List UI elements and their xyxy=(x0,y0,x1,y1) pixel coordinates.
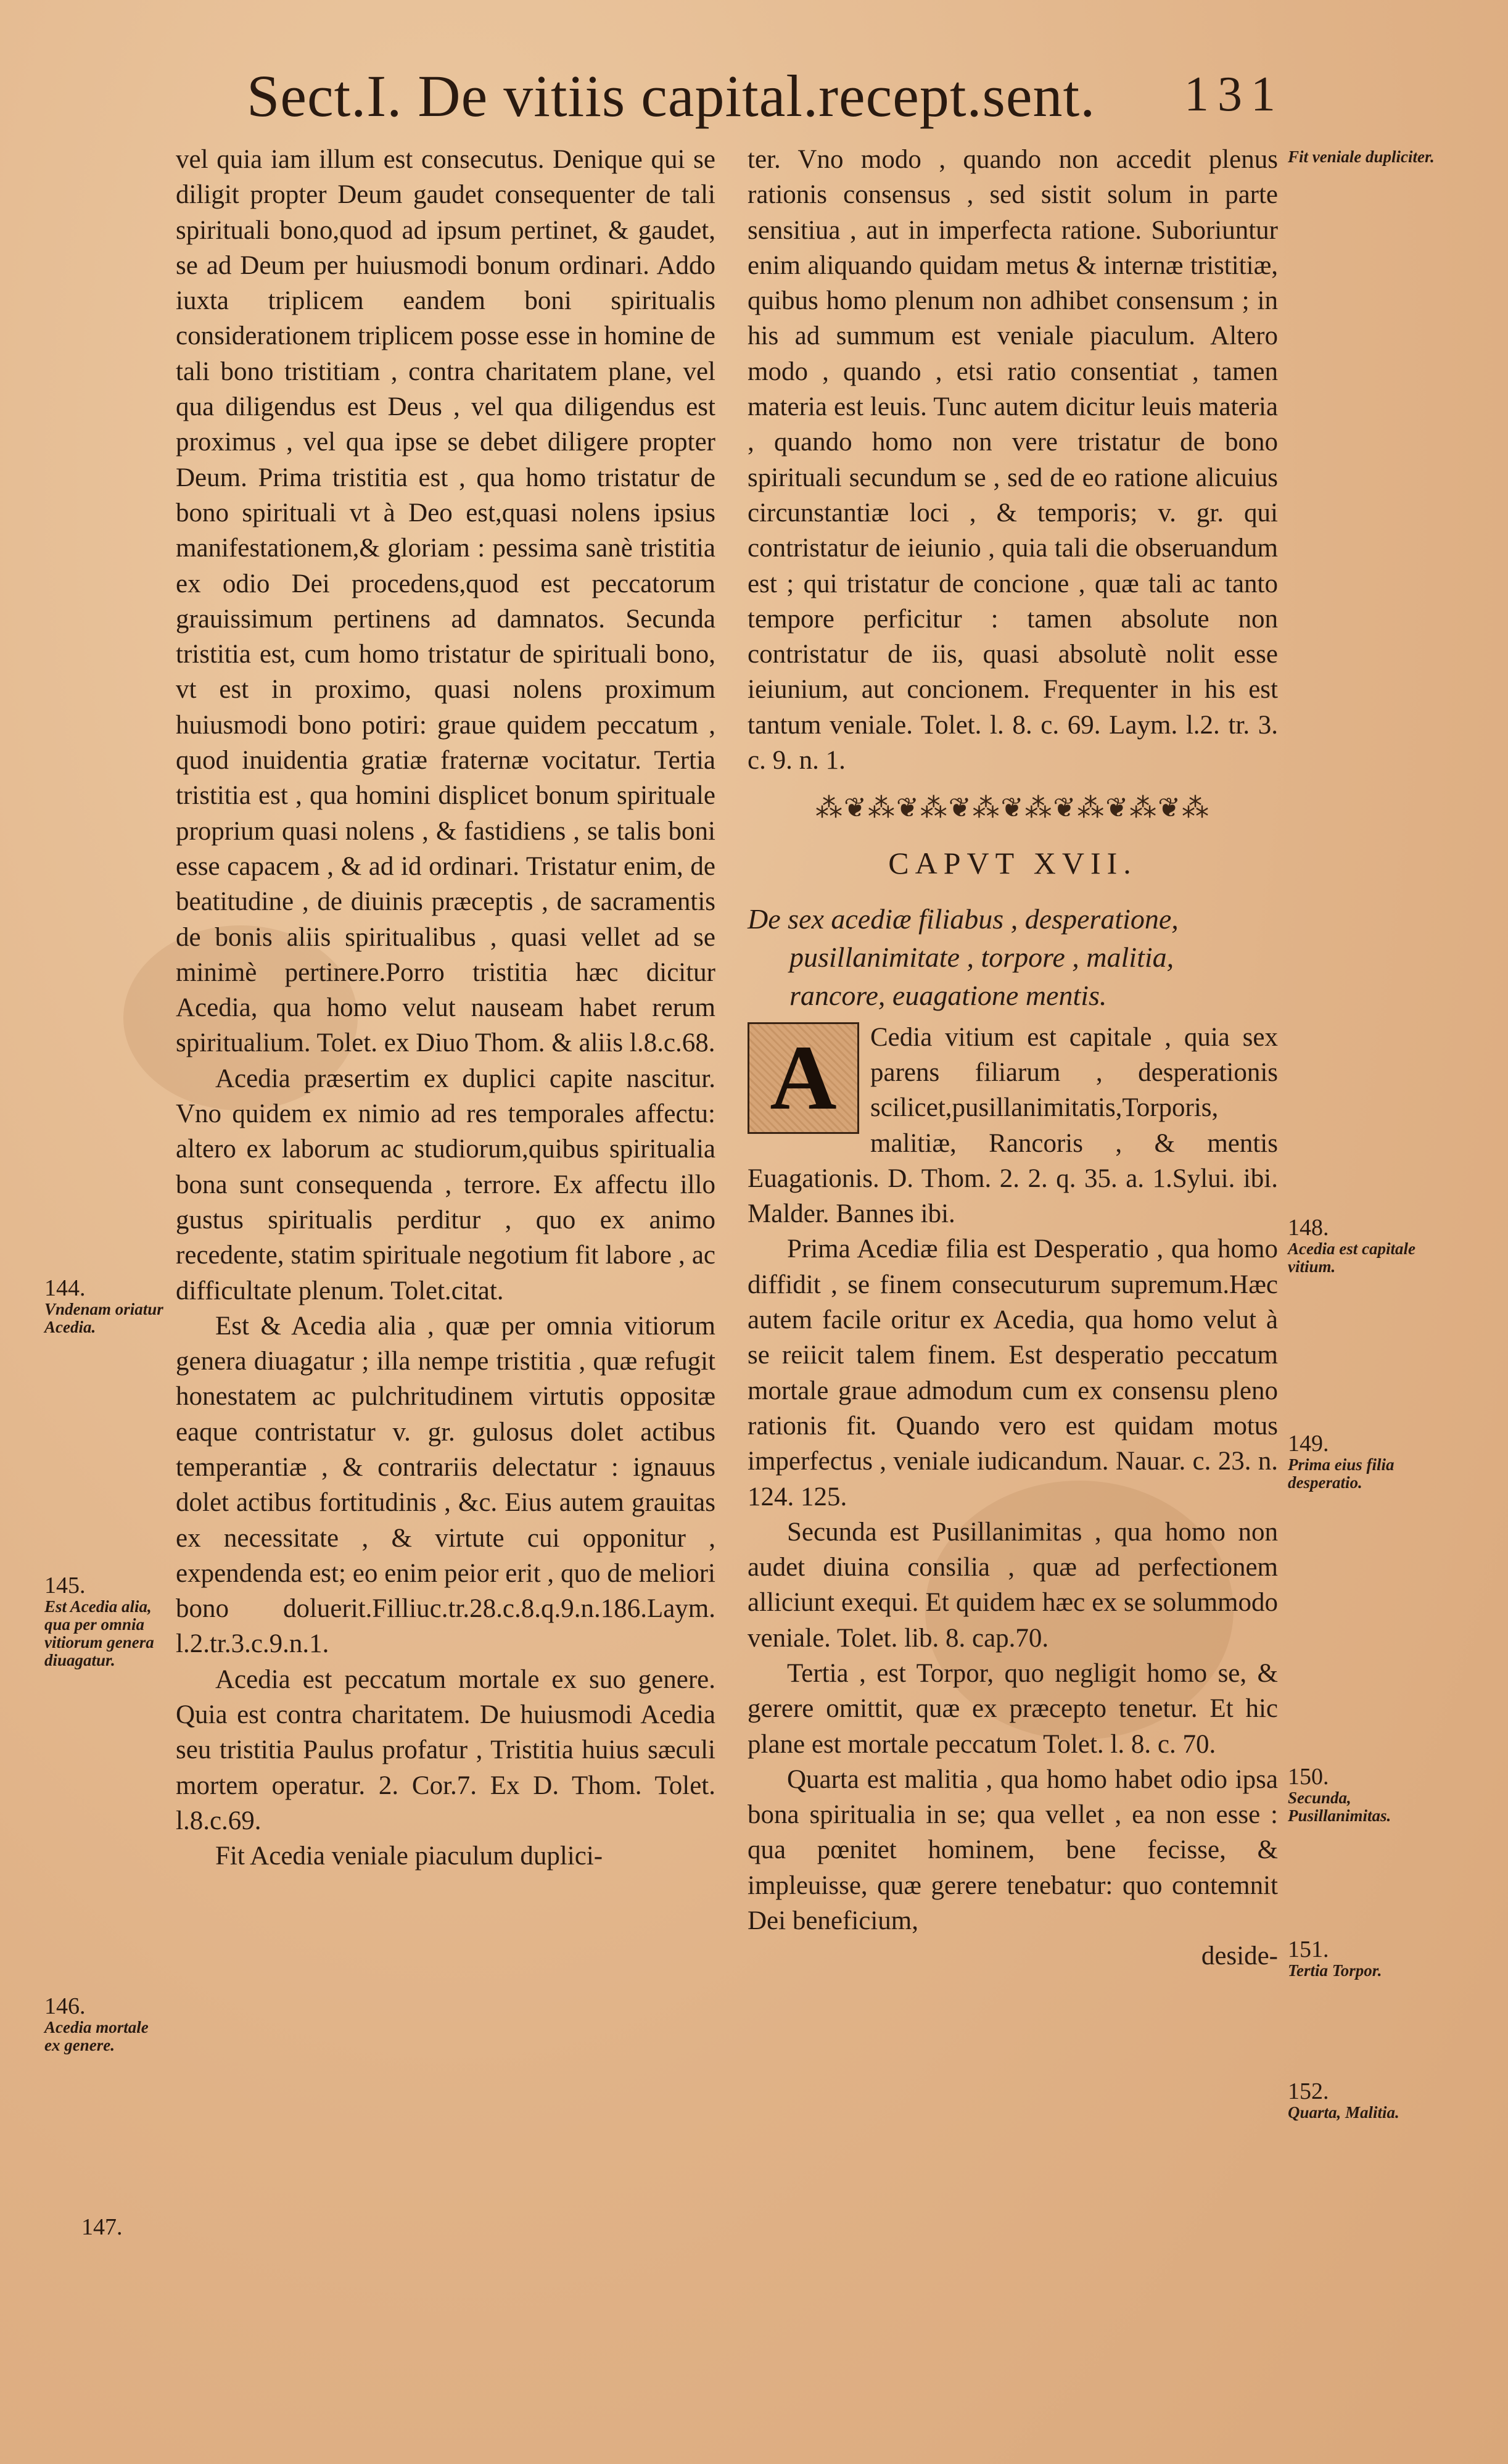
paragraph: Acedia est peccatum mortale ex suo genere. Quia est contra charitatem. De huiusmodi Acedia seu tristitia Paulus profatur , Tristitia huius sæculi mortem operatur. 2. Cor.7. Ex D. Thom. Tolet. l.8.c.69. xyxy=(176,1664,715,1835)
paragraph: Est & Acedia alia , quæ per omnia vitiorum genera diuagatur ; illa nempe tristitia , quæ refugit honestatem ac pulchritudinem virtutis oppositæ eaque contristatur v. gr. gulosus dolet actibus temperantiæ , & contrariis delectatur : ignauus dolet actibus fortitudinis , &c. Eius autem grauitas ex necessitate , & virtute cui opponitur , expendenda est; eo enim peior erit , quo de meliori bono doluerit.Filliuc.tr.28.c.8.q.9.n.186.Laym. l.2.tr.3.c.9.n.1. xyxy=(176,1311,715,1659)
margin-note-148 xyxy=(1288,1215,1448,1276)
margin-note-number: 144. xyxy=(44,1275,86,1301)
margin-note-144 xyxy=(44,1276,168,1336)
subtitle-line: De sex acediæ filiabus , desperatione, xyxy=(748,903,1179,935)
paragraph: Tertia , est Torpor, quo negligit homo se, & gerere omittit, quæ ex præcepto tenetur. Et hic plane est mortale peccatum Tolet. l. 8. c. 70. xyxy=(748,1658,1278,1759)
subtitle-line: rancore, euagatione mentis. xyxy=(789,979,1107,1011)
paragraph: Prima Acediæ filia est Desperatio , qua homo diffidit , se finem consecuturum supremum.Hæc autem facile oritur ex Acedia, qua homo velut à se reiicit talem finem. Est desperatio peccatum mortale graue admodum cum ex consensu pleno rationis fit. Quando vero est quidam motus imperfectus , veniale iudicandum. Nauar. c. 23. n. 124. 125. xyxy=(748,1234,1278,1511)
margin-note-text: Acedia mortale ex genere. xyxy=(44,2018,149,2054)
drop-cap: A xyxy=(748,1022,859,1134)
paragraph: vel quia iam illum est consecutus. Denique qui se diligit propter Deum gaudet consequenter de tali spirituali bono,quod ad ipsum pertinet, & gaudet, se ad Deum per huiusmodi bonum ordinari. Addo iuxta triplicem eandem boni spiritualis considerationem triplicem posse esse in homine de tali bono tristitiam , contra charitatem plane, vel qua diligendus est Deus , vel qua diligendus est proximus , vel qua ipse se debet diligere propter Deum. Prima tristitia est , qua homo tristatur de bono spirituali vt à Deo est,quasi nolens ipsius manifestationem,& gloriam : pessima sanè tristitia ex odio Dei procedens,quod est peccatorum grauissimum pertinens ad damnatos. Secunda tristitia est, cum homo tristatur de spirituali bono, vt est in proximo, quasi nolens proximum huiusmodi bono potiri: graue quidem peccatum , quod inuidentia gratiæ fraternæ vocitatur. Tertia tristitia est , qua homini displicet bonum spirituale proprium quasi nolens , & fastidiens , se talis boni esse capacem , & ad id ordinari. Tristatur enim, de beatitudine , de diuinis præceptis , de sacramentis de bonis aliis spiritualibus , quasi vellet ad se minimè pertinere.Porro tristitia hæc dicitur Acedia, qua homo velut nauseam habet rerum spiritualium. Tolet. ex Diuo Thom. & aliis l.8.c.68. xyxy=(176,145,715,1058)
margin-note-number: 149. xyxy=(1288,1431,1329,1457)
right-column xyxy=(748,142,1278,1974)
margin-note-152 xyxy=(1288,2079,1448,2122)
running-title: Sect.I. De vitiis capital.recept.sent. xyxy=(247,63,1096,129)
margin-note-text: Secunda, Pusillanimitas. xyxy=(1288,1788,1391,1825)
paragraph xyxy=(748,1020,1278,1232)
paragraph: ter. Vno modo , quando non accedit plenus rationis consensus , sed sistit solum in parte sensitiua , aut in imperfecta ratione. Suboriuntur enim aliquando quidam metus & internæ tristitiæ, quibus homo plenum non adhibet consensum ; in his ad summum est veniale piaculum. Altero modo , quando , etsi ratio consentiat , tamen materia est leuis. Tunc autem dicitur leuis materia , quando homo non vere tristatur de bono spirituali secundum se , sed de eo ratione alicuius circunstantiæ loci , & temporis; v. gr. qui contristatur de ieiunio , quia tali die obseruandum est ; qui tristatur de concione , quæ tali ac tanto tempore perficitur : tamen absolute non contristatur de iis, quasi absolutè nolit esse ieiunium, aut concionem. Frequenter in his est tantum veniale. Tolet. l. 8. c. 69. Laym. l.2. tr. 3. c. 9. n. 1. xyxy=(748,145,1278,775)
running-header xyxy=(247,62,1295,136)
chapter-heading: CAPVT XVII. xyxy=(888,846,1137,881)
margin-note-text: Vndenam oriatur Acedia. xyxy=(44,1300,163,1336)
margin-note-149 xyxy=(1288,1431,1448,1492)
margin-note-text: Tertia Torpor. xyxy=(1288,1961,1382,1980)
margin-note-number: 146. xyxy=(44,1993,86,2019)
margin-note-number: 148. xyxy=(1288,1215,1329,1241)
margin-note-text: Fit veniale dupliciter. xyxy=(1288,147,1435,166)
margin-note-text: Prima eius filia desperatio. xyxy=(1288,1455,1395,1492)
margin-note-number: 145. xyxy=(44,1573,86,1598)
margin-note-text: Est Acedia alia, qua per omnia vitiorum genera diuagatur. xyxy=(44,1597,154,1669)
margin-note-number: 147. xyxy=(81,2214,123,2240)
paragraph: Fit Acedia veniale piaculum duplici- xyxy=(215,1842,603,1871)
page-number: 131 xyxy=(1184,67,1284,122)
margin-note-150 xyxy=(1288,1764,1448,1825)
margin-note-number: 152. xyxy=(1288,2078,1329,2104)
margin-note-veniale xyxy=(1288,148,1448,166)
left-column xyxy=(176,142,715,1874)
chapter-subtitle xyxy=(748,900,1278,1015)
margin-note-146 xyxy=(44,1994,168,2054)
subtitle-line: pusillanimitate , torpore , malitia, xyxy=(789,941,1174,973)
margin-note-147 xyxy=(81,2215,168,2239)
paragraph: Acedia præsertim ex duplici capite nascitur. Vno quidem ex nimio ad res temporales affectu: altero ex laborum ac studiorum,quibus spiritualia bona sunt consequenda , terrore. Ex affectu illo gustus spiritualis perditur , quo ex animo recedente, statim spirituale negotium fit labore , ac difficultate plenum. Tolet.citat. xyxy=(176,1064,715,1305)
paragraph-text: Cedia vitium est capitale , quia sex parens filiarum , desperationis scilicet,pusillanimitatis,Torporis, malitiæ, Rancoris , & mentis Euagationis. D. Thom. 2. 2. q. 35. a. 1.Sylui. ibi. Malder. Bannes ibi. xyxy=(748,1022,1278,1229)
margin-note-number: 150. xyxy=(1288,1764,1329,1790)
paragraph: Secunda est Pusillanimitas , qua homo non audet diuina consilia , quæ ad perfectionem alliciunt exequi. Et quidem hæc ex se solummodo veniale. Tolet. lib. 8. cap.70. xyxy=(748,1517,1278,1653)
margin-note-number: 151. xyxy=(1288,1937,1329,1962)
margin-note-text: Quarta, Malitia. xyxy=(1288,2103,1399,2122)
paragraph: Quarta est malitia , qua homo habet odio ipsa bona spiritualia in se; qua vellet , ea non esse : qua pœnitet hominem, bene fecisse, & impleuisse, quæ gerere tenebatur: quo contemnit Dei beneficium, xyxy=(748,1764,1278,1936)
catchword: deside- xyxy=(1201,1941,1278,1971)
margin-note-text: Acedia est capitale vitium. xyxy=(1288,1239,1415,1276)
margin-note-151 xyxy=(1288,1937,1448,1980)
margin-note-145 xyxy=(44,1573,168,1669)
ornament-divider: ⁂❦⁂❦⁂❦⁂❦⁂❦⁂❦⁂❦⁂ xyxy=(815,793,1211,824)
